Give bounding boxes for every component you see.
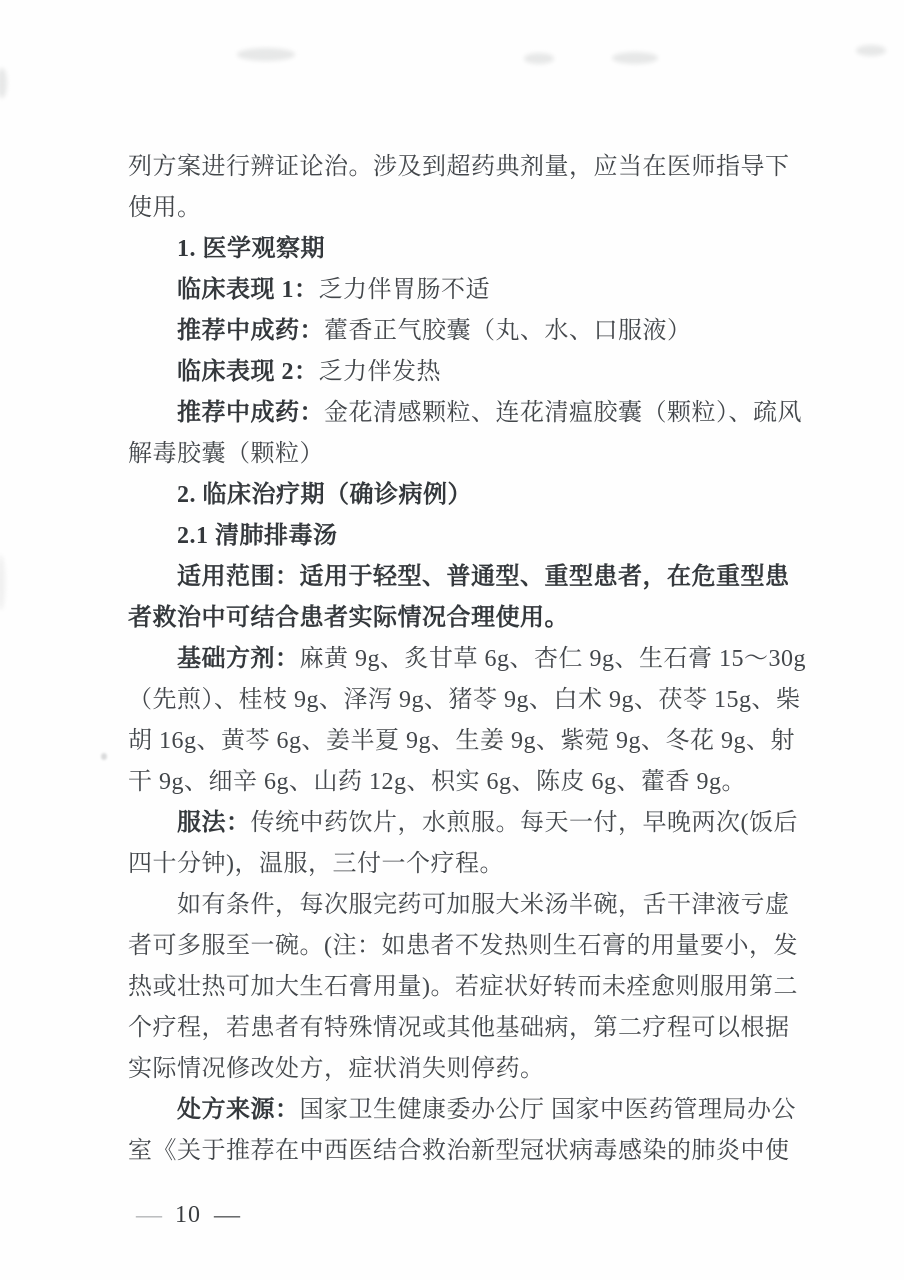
text-segment: 干 9g、细辛 6g、山药 12g、枳实 6g、陈皮 6g、藿香 9g。 bbox=[128, 769, 746, 795]
text-segment: 乏力伴胃肠不适 bbox=[318, 277, 490, 303]
footer-dash-right: — bbox=[214, 1200, 240, 1229]
text-line bbox=[128, 1131, 796, 1172]
bold-text-segment: 服法： bbox=[177, 810, 251, 836]
bold-text-segment: 2.1 清肺排毒汤 bbox=[177, 523, 338, 549]
footer-dash-left: — bbox=[136, 1200, 162, 1229]
text-line bbox=[128, 311, 796, 352]
text-line bbox=[128, 1008, 796, 1049]
text-line bbox=[128, 721, 796, 762]
text-segment: 实际情况修改处方，症状消失则停药。 bbox=[128, 1056, 545, 1082]
scan-artifact bbox=[524, 53, 554, 64]
text-line bbox=[128, 1090, 796, 1131]
text-segment: 列方案进行辨证论治。涉及到超药典剂量，应当在医师指导下 bbox=[128, 154, 790, 180]
text-segment: 者可多服至一碗。(注：如患者不发热则生石膏的用量要小，发 bbox=[128, 933, 798, 959]
text-segment: 解毒胶囊（颗粒） bbox=[128, 441, 324, 467]
bold-text-segment: 推荐中成药： bbox=[177, 400, 324, 426]
text-line bbox=[128, 229, 796, 270]
text-line bbox=[128, 352, 796, 393]
text-line bbox=[128, 188, 796, 229]
text-line bbox=[128, 434, 796, 475]
text-segment: 使用。 bbox=[128, 195, 202, 221]
text-line bbox=[128, 557, 796, 598]
text-segment: 乏力伴发热 bbox=[318, 359, 441, 385]
bold-text-segment: 推荐中成药： bbox=[177, 318, 324, 344]
bold-text-segment: 处方来源： bbox=[177, 1097, 300, 1123]
text-segment: （先煎）、桂枝 9g、泽泻 9g、猪苓 9g、白术 9g、茯苓 15g、柴 bbox=[128, 687, 801, 713]
text-segment: 个疗程，若患者有特殊情况或其他基础病，第二疗程可以根据 bbox=[128, 1015, 790, 1041]
scan-artifact bbox=[237, 48, 295, 61]
text-segment: 热或壮热可加大生石膏用量)。若症状好转而未痊愈则服用第二 bbox=[128, 974, 798, 1000]
bold-text-segment: 适用范围：适用于轻型、普通型、重型患者，在危重型患 bbox=[177, 564, 790, 590]
text-line bbox=[128, 762, 796, 803]
bold-text-segment: 临床表现 2： bbox=[177, 359, 319, 385]
text-line bbox=[128, 885, 796, 926]
bold-text-segment: 2. 临床治疗期（确诊病例） bbox=[177, 482, 472, 508]
text-line bbox=[128, 598, 796, 639]
text-line bbox=[128, 1049, 796, 1090]
text-line bbox=[128, 270, 796, 311]
text-segment: 传统中药饮片，水煎服。每天一付，早晚两次(饭后 bbox=[250, 810, 798, 836]
text-line bbox=[128, 680, 801, 721]
text-segment: 藿香正气胶囊（丸、水、口服液） bbox=[324, 318, 692, 344]
text-line bbox=[128, 516, 796, 557]
text-segment: 胡 16g、黄芩 6g、姜半夏 9g、生姜 9g、紫菀 9g、冬花 9g、射 bbox=[128, 728, 795, 754]
scan-artifact bbox=[612, 52, 658, 64]
scan-artifact bbox=[0, 555, 5, 610]
bold-text-segment: 基础方剂： bbox=[177, 646, 300, 672]
text-segment: 麻黄 9g、炙甘草 6g、杏仁 9g、生石膏 15～30g bbox=[299, 646, 806, 672]
text-segment: 金花清感颗粒、连花清瘟胶囊（颗粒）、疏风 bbox=[324, 400, 802, 426]
text-segment: 四十分钟)，温服，三付一个疗程。 bbox=[128, 851, 504, 877]
scan-artifact bbox=[856, 45, 886, 56]
bold-text-segment: 者救治中可结合患者实际情况合理使用。 bbox=[128, 605, 569, 631]
scan-artifact bbox=[101, 753, 107, 760]
page-number: 10 bbox=[175, 1201, 201, 1228]
text-line bbox=[128, 803, 796, 844]
text-line bbox=[128, 147, 796, 188]
scan-artifact bbox=[0, 68, 7, 98]
bold-text-segment: 1. 医学观察期 bbox=[177, 236, 325, 262]
text-segment: 如有条件，每次服完药可加服大米汤半碗，舌干津液亏虚 bbox=[177, 892, 790, 918]
text-line bbox=[128, 844, 796, 885]
text-line bbox=[128, 475, 796, 516]
text-line bbox=[128, 926, 796, 967]
document-body bbox=[128, 147, 806, 1172]
text-line bbox=[128, 639, 806, 680]
page-footer bbox=[136, 1198, 240, 1232]
bold-text-segment: 临床表现 1： bbox=[177, 277, 319, 303]
text-segment: 国家卫生健康委办公厅 国家中医药管理局办公 bbox=[299, 1097, 796, 1123]
text-line bbox=[128, 967, 796, 1008]
text-segment: 室《关于推荐在中西医结合救治新型冠状病毒感染的肺炎中使 bbox=[128, 1138, 790, 1164]
text-line bbox=[128, 393, 802, 434]
